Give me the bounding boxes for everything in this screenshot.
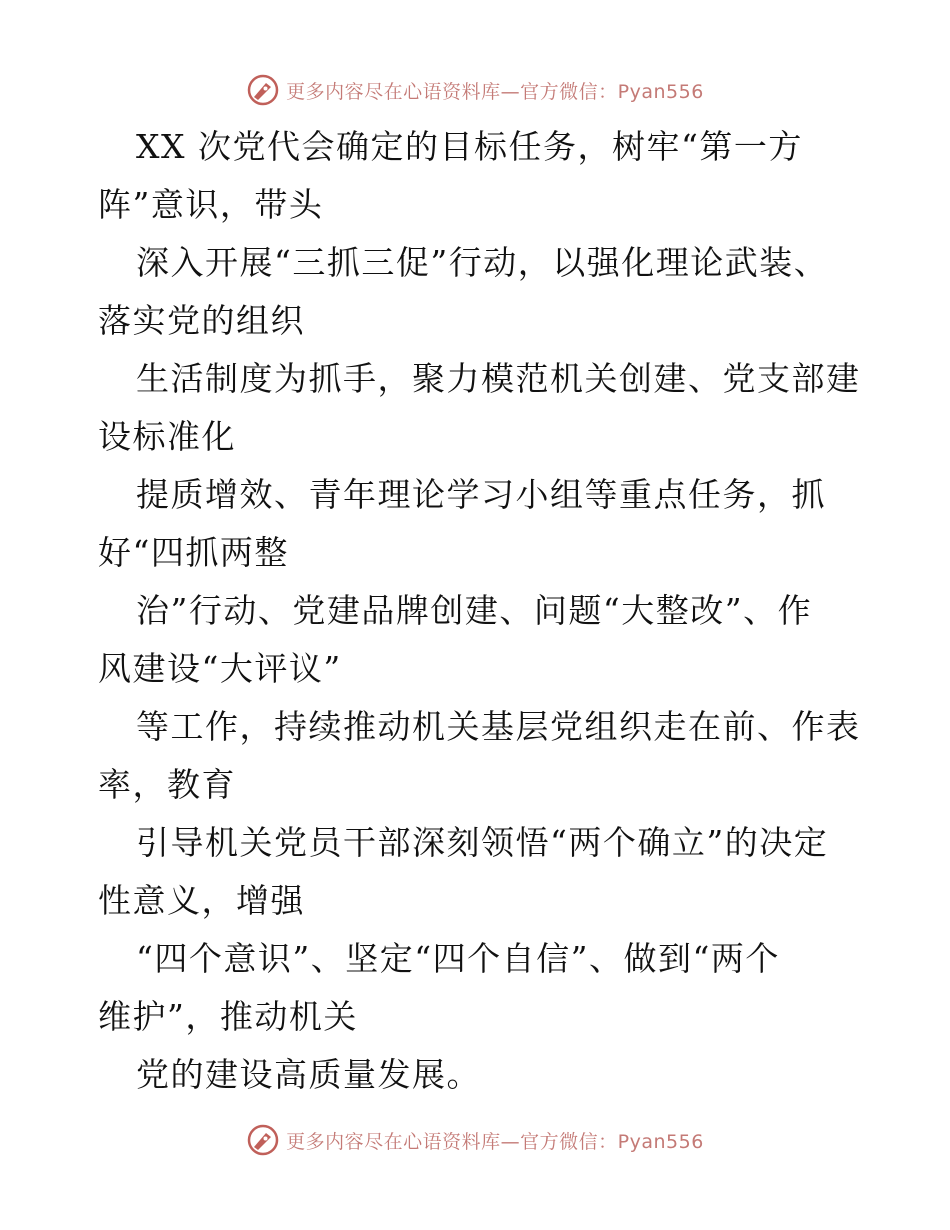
text-line: 落实党的组织	[98, 301, 305, 340]
text-line: 设标准化	[98, 417, 236, 456]
pen-nib-circle-icon	[246, 1123, 280, 1157]
text-line: 风建设“大评议”	[98, 649, 342, 688]
text-line: 深入开展“三抓三促”行动，以强化理论武装、	[136, 243, 829, 282]
text-line: 阵”意识，带头	[98, 185, 324, 224]
document-body	[98, 118, 861, 1104]
footer-watermark	[0, 1120, 950, 1160]
text-line: 性意义，增强	[98, 881, 305, 920]
text-line: 提质增效、青年理论学习小组等重点任务，抓	[136, 475, 826, 514]
header-watermark	[0, 70, 950, 110]
text-line: 维护”，推动机关	[98, 997, 358, 1036]
pen-nib-circle-icon	[246, 73, 280, 107]
text-line: 治”行动、党建品牌创建、问题“大整改”、作	[136, 591, 813, 630]
text-line: “四个意识”、坚定“四个自信”、做到“两个	[136, 939, 780, 978]
text-line: 党的建设高质量发展。	[136, 1055, 481, 1094]
watermark-text: 更多内容尽在心语资料库—官方微信：Pyan556	[286, 1130, 704, 1153]
text-line: 好“四抓两整	[98, 533, 289, 572]
text-line: 引导机关党员干部深刻领悟“两个确立”的决定	[136, 823, 829, 862]
watermark-text: 更多内容尽在心语资料库—官方微信：Pyan556	[286, 80, 704, 103]
text-line: 生活制度为抓手，聚力模范机关创建、党支部建	[136, 359, 861, 398]
text-line: 等工作，持续推动机关基层党组织走在前、作表	[136, 707, 861, 746]
text-line: 率，教育	[98, 765, 236, 804]
text-line: XX 次党代会确定的目标任务，树牢“第一方	[136, 127, 803, 166]
